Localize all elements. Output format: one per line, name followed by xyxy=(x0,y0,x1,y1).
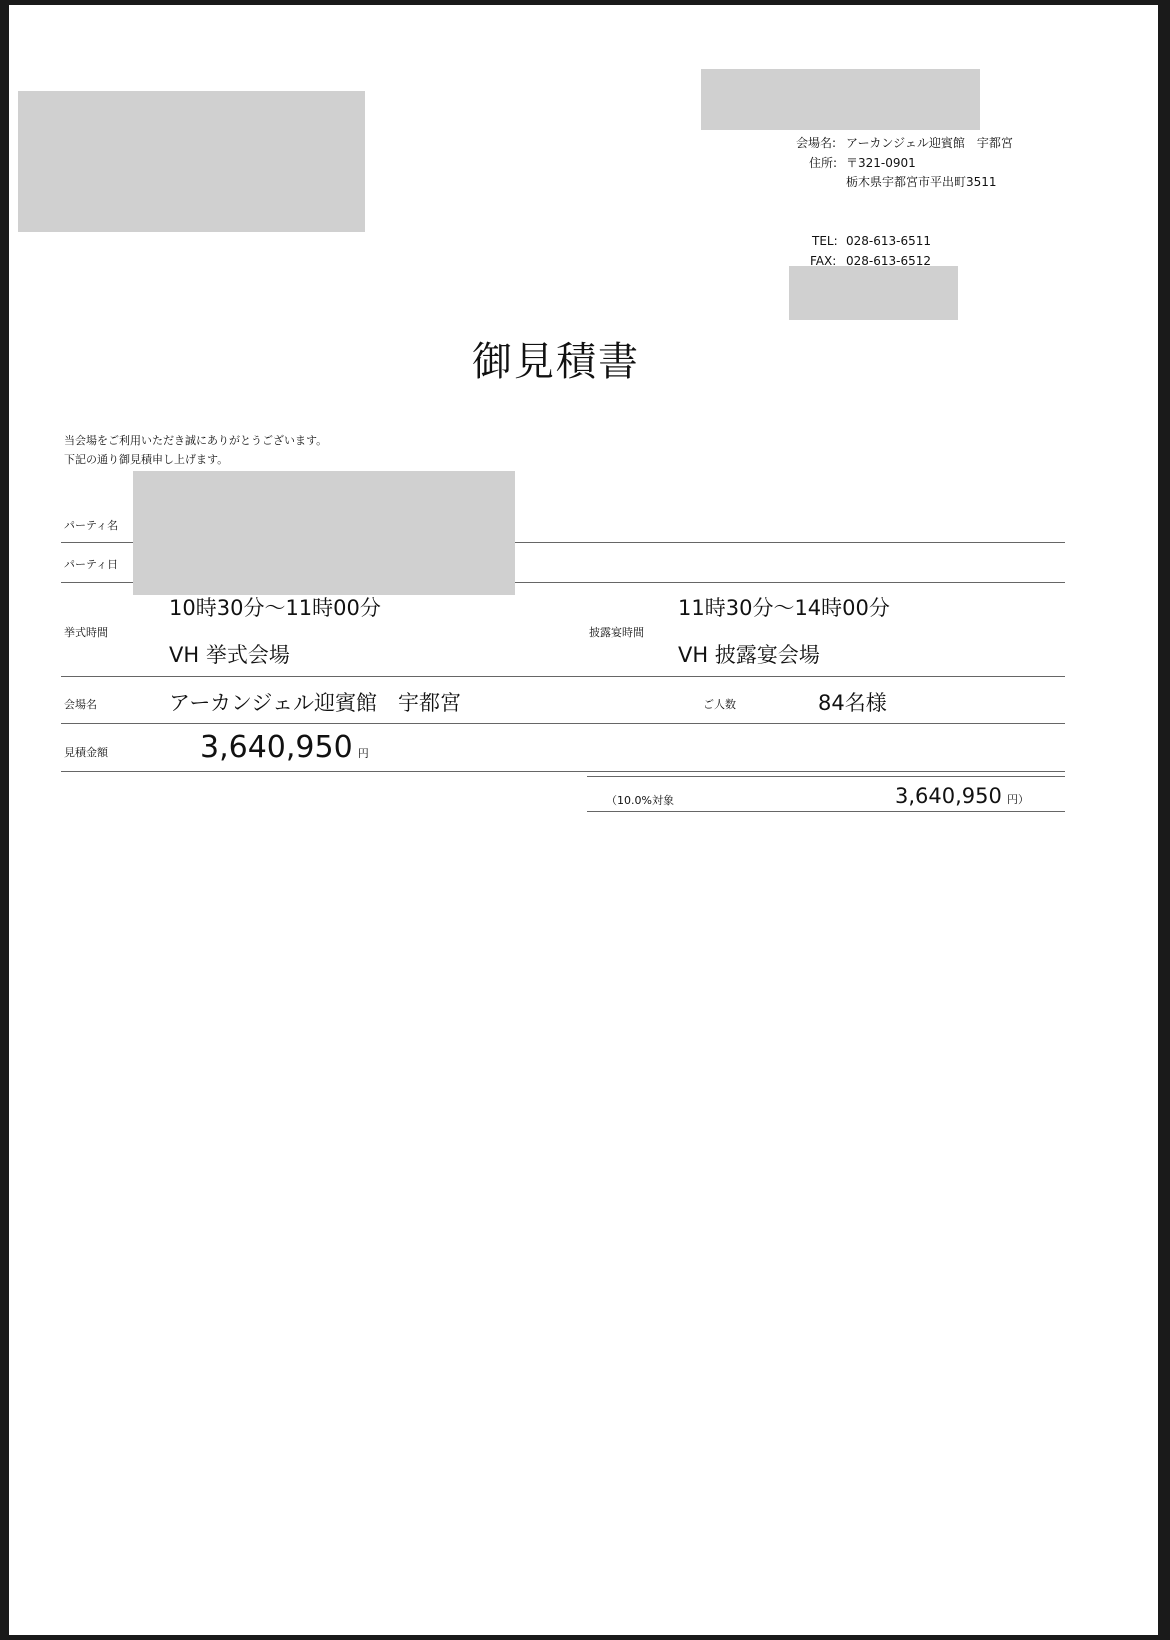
greeting-line-1: 当会場をご利用いただき誠にありがとうございます。 xyxy=(64,434,328,447)
venue-label: 会場名 xyxy=(64,698,97,711)
ceremony-time-label: 挙式時間 xyxy=(64,626,108,639)
ceremony-venue: VH 挙式会場 xyxy=(169,643,290,667)
tax-amount: 3,640,950 xyxy=(895,784,1002,808)
estimate-amount xyxy=(200,730,369,765)
venue-name-value: アーカンジェル迎賓館 宇都宮 xyxy=(846,136,1013,150)
tax-amount-group xyxy=(895,784,1029,808)
estimate-yen: 円 xyxy=(357,747,369,760)
ceremony-time: 10時30分～11時00分 xyxy=(169,596,381,620)
estimate-document-page xyxy=(9,5,1158,1635)
guests-value: 84名様 xyxy=(818,691,887,715)
redacted-block-party xyxy=(133,471,515,595)
reception-time: 11時30分～14時00分 xyxy=(678,596,890,620)
guests-label: ご人数 xyxy=(703,698,736,711)
venue-value: アーカンジェル迎賓館 宇都宮 xyxy=(169,691,462,715)
divider xyxy=(61,771,1065,772)
venue-postal: 〒321-0901 xyxy=(846,156,916,170)
tax-suffix: 円） xyxy=(1006,793,1029,806)
venue-tel: 028-613-6511 xyxy=(846,234,932,248)
party-date-label: パーティ日 xyxy=(64,558,119,571)
tax-label: （10.0%対象 xyxy=(606,794,674,807)
venue-name-label: 会場名: xyxy=(796,136,837,150)
estimate-label: 見積金額 xyxy=(64,746,108,759)
divider xyxy=(587,776,1065,777)
party-name-label: パーティ名 xyxy=(64,519,119,532)
document-title: 御見積書 xyxy=(472,339,640,385)
venue-fax-label: FAX: xyxy=(810,254,837,268)
reception-venue: VH 披露宴会場 xyxy=(678,643,820,667)
venue-address: 栃木県宇都宮市平出町3511 xyxy=(846,175,997,189)
estimate-value: 3,640,950 xyxy=(200,730,353,765)
divider xyxy=(587,811,1065,812)
divider xyxy=(61,676,1065,677)
redacted-block-customer xyxy=(18,91,365,232)
reception-time-label: 披露宴時間 xyxy=(589,626,644,639)
divider xyxy=(61,723,1065,724)
greeting-line-2: 下記の通り御見積申し上げます。 xyxy=(64,453,229,466)
venue-tel-label: TEL: xyxy=(812,234,838,248)
redacted-block-stamp xyxy=(789,266,958,320)
venue-address-label: 住所: xyxy=(809,156,838,170)
redacted-block-company xyxy=(701,69,980,130)
venue-fax: 028-613-6512 xyxy=(846,254,932,266)
